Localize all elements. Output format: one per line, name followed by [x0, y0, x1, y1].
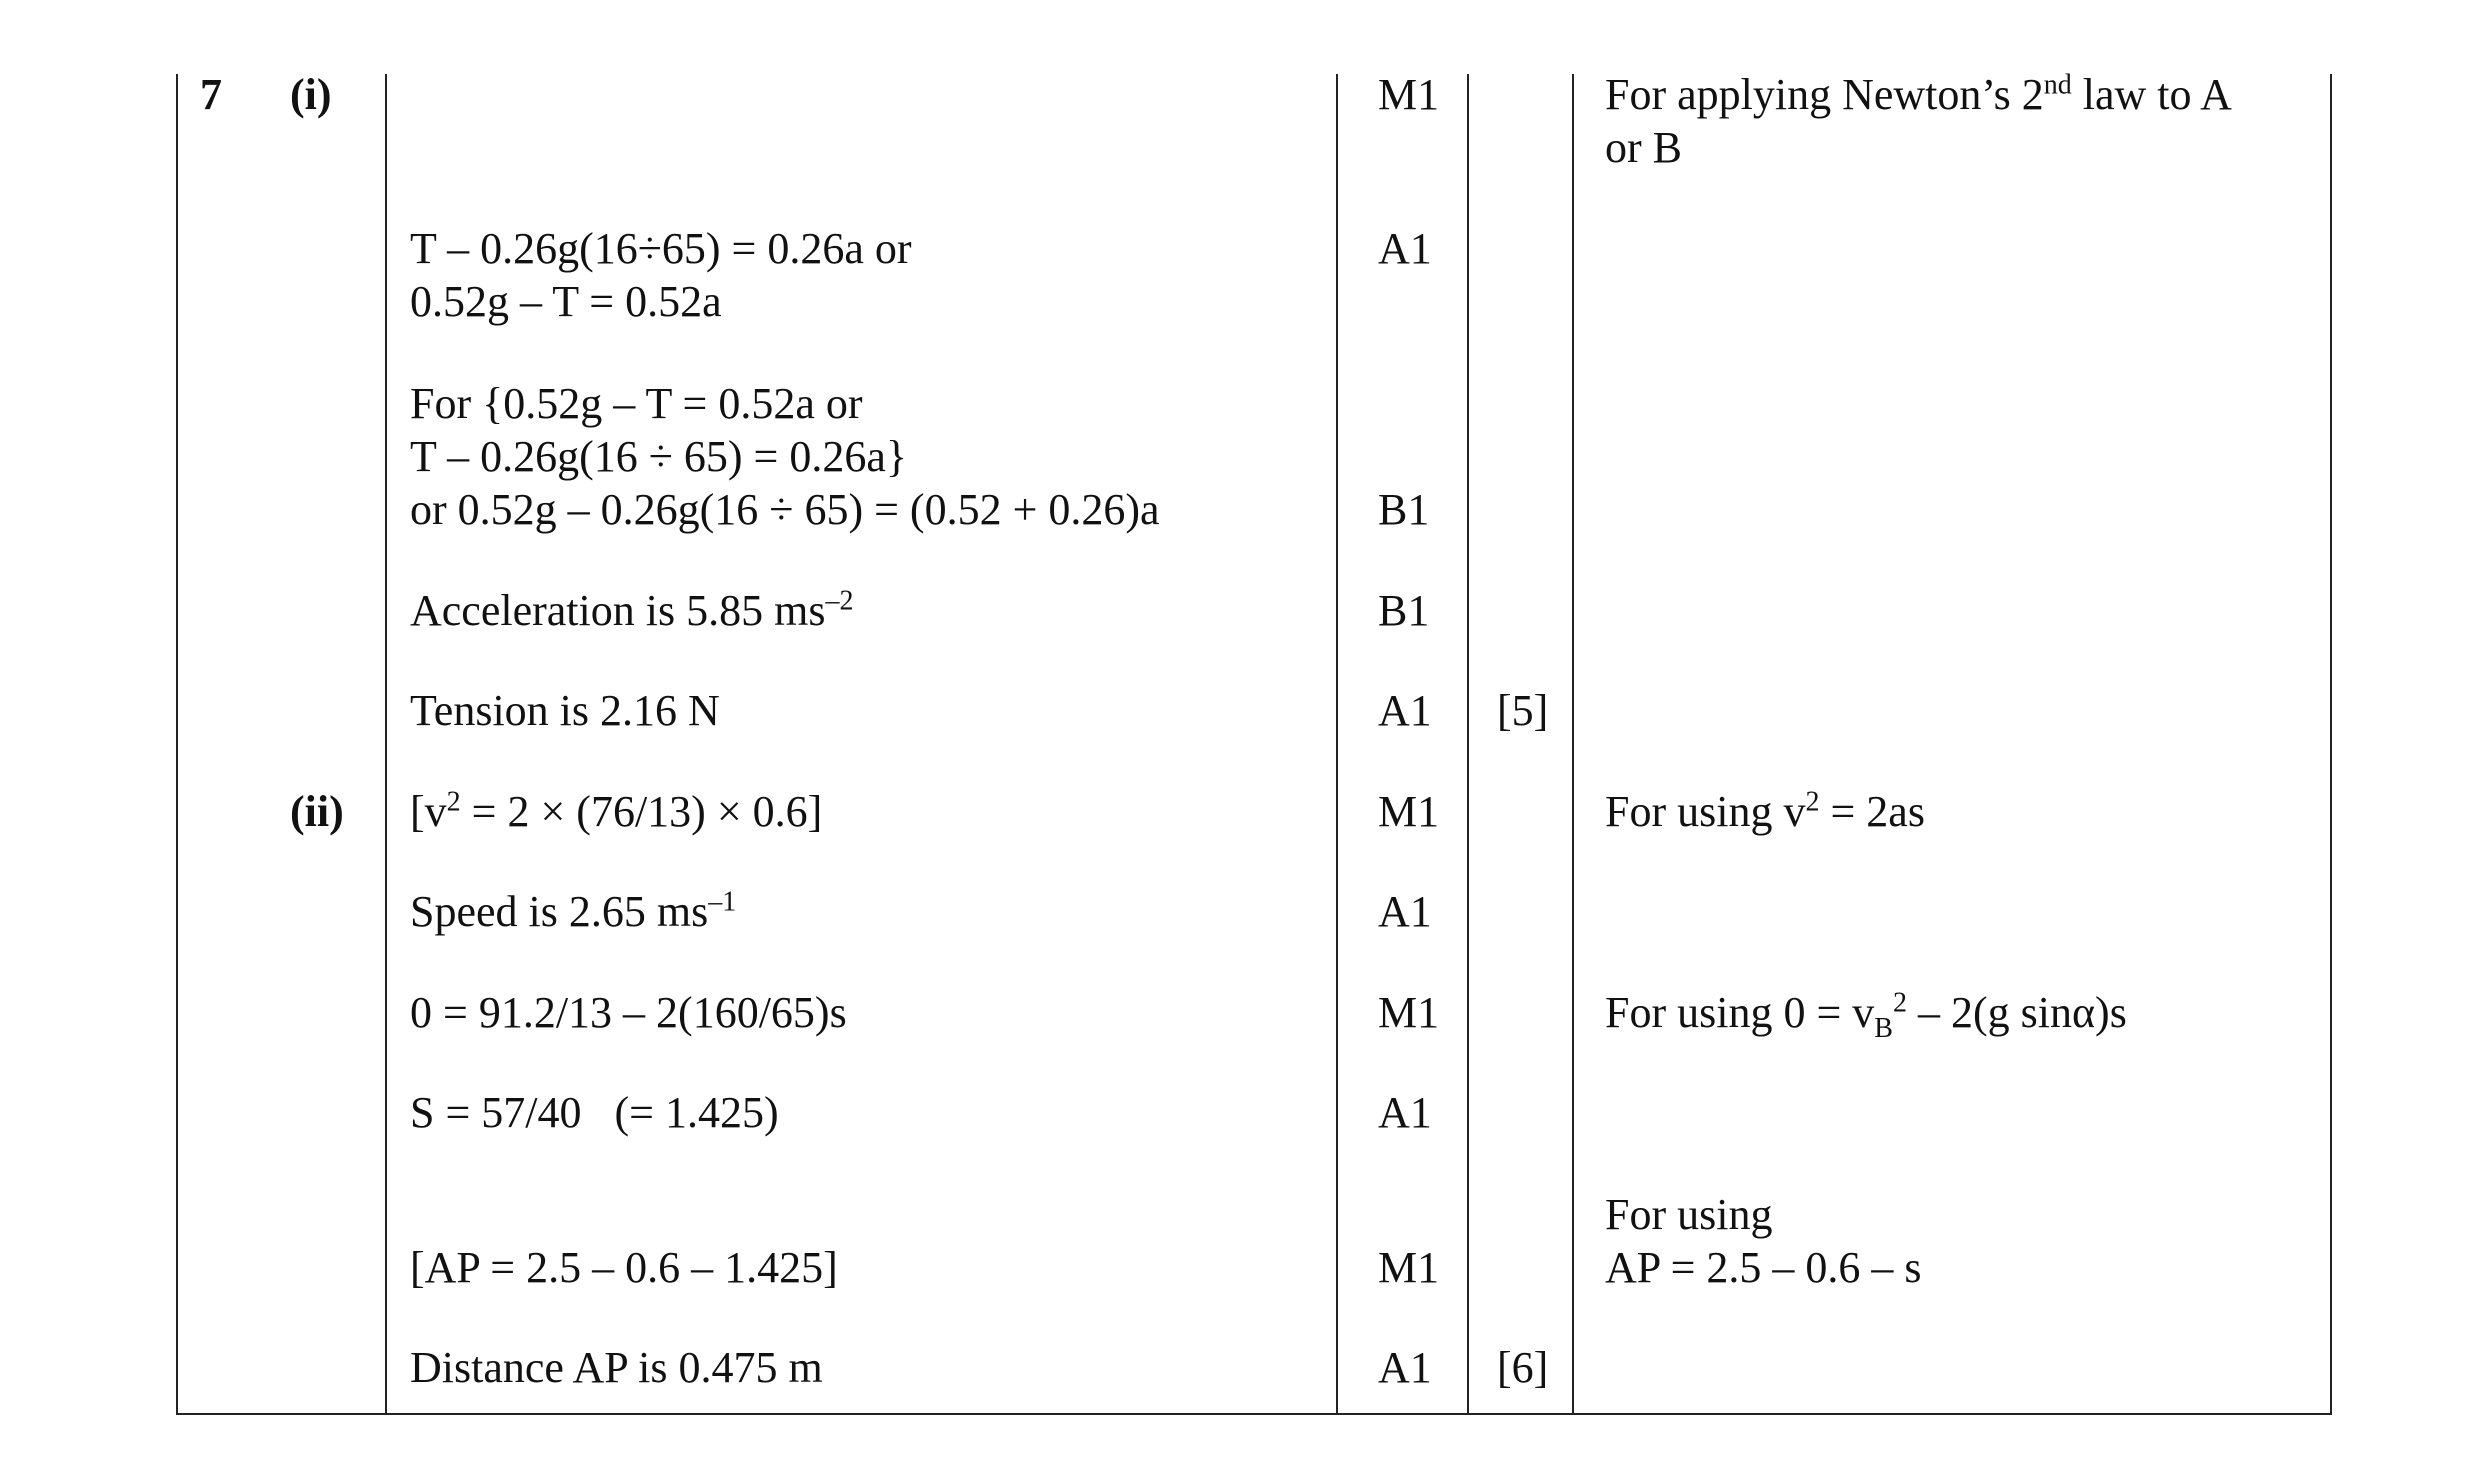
- working: 0 = 91.2/13 – 2(160/65)s: [410, 988, 847, 1037]
- guidance-note: For using AP = 2.5 – 0.6 – s: [1605, 1190, 1922, 1292]
- mark-code: M1: [1378, 787, 1440, 836]
- mark-code: M1: [1378, 988, 1440, 1037]
- column-divider-work: [1336, 74, 1338, 1415]
- working: T – 0.26g(16÷65) = 0.26a or 0.52g – T = 0.52a: [410, 224, 912, 326]
- mark-code: A1: [1378, 1343, 1432, 1392]
- mark-code: A1: [1378, 887, 1432, 936]
- part-label-ii: (ii): [290, 787, 344, 836]
- part-label-i: (i): [290, 70, 332, 119]
- table-border-right: [2330, 74, 2332, 1415]
- mark-code: A1: [1378, 224, 1432, 273]
- table-border-left: [176, 74, 178, 1415]
- question-number: 7: [200, 70, 222, 119]
- working: [AP = 2.5 – 0.6 – 1.425]: [410, 1243, 838, 1292]
- column-divider-part: [385, 74, 387, 1415]
- column-divider-total: [1572, 74, 1574, 1415]
- mark-code: A1: [1378, 1088, 1432, 1137]
- mark-code: B1: [1378, 485, 1430, 534]
- table-border-bottom: [176, 1413, 2332, 1415]
- working: $[v^2 = 2 \times (76/13) \times 0.6]$: [410, 786, 823, 836]
- mark-code: A1: [1378, 686, 1432, 735]
- guidance-note: For using $0 = v_B^2 - 2(g$ sinα)s: [1605, 987, 2127, 1044]
- mark-code: M1: [1378, 1243, 1440, 1292]
- guidance-note: For using $v^2 = 2as$: [1605, 786, 1925, 836]
- mark-code: M1: [1378, 70, 1440, 119]
- column-divider-mark: [1467, 74, 1469, 1415]
- working: Tension is 2.16 N: [410, 686, 720, 735]
- working: Speed is 2.65 $ms^{-1}$: [410, 886, 737, 936]
- working: S = 57/40 (= 1.425): [410, 1088, 779, 1137]
- part-total: [6]: [1497, 1343, 1549, 1392]
- part-total: [5]: [1497, 686, 1549, 735]
- working: Acceleration is 5.85 $ms^{-2}$: [410, 585, 854, 635]
- mark-code: B1: [1378, 586, 1430, 635]
- guidance-note: For applying Newton’s 2nd law to A or B: [1605, 69, 2232, 172]
- working: Distance AP is 0.475 m: [410, 1343, 823, 1392]
- working: For {0.52g – T = 0.52a or T – 0.26g(16 ÷ 65) = 0.26a} or 0.52g – 0.26g(16 ÷ 65) = (0.52 + 0.26)a: [410, 379, 1160, 534]
